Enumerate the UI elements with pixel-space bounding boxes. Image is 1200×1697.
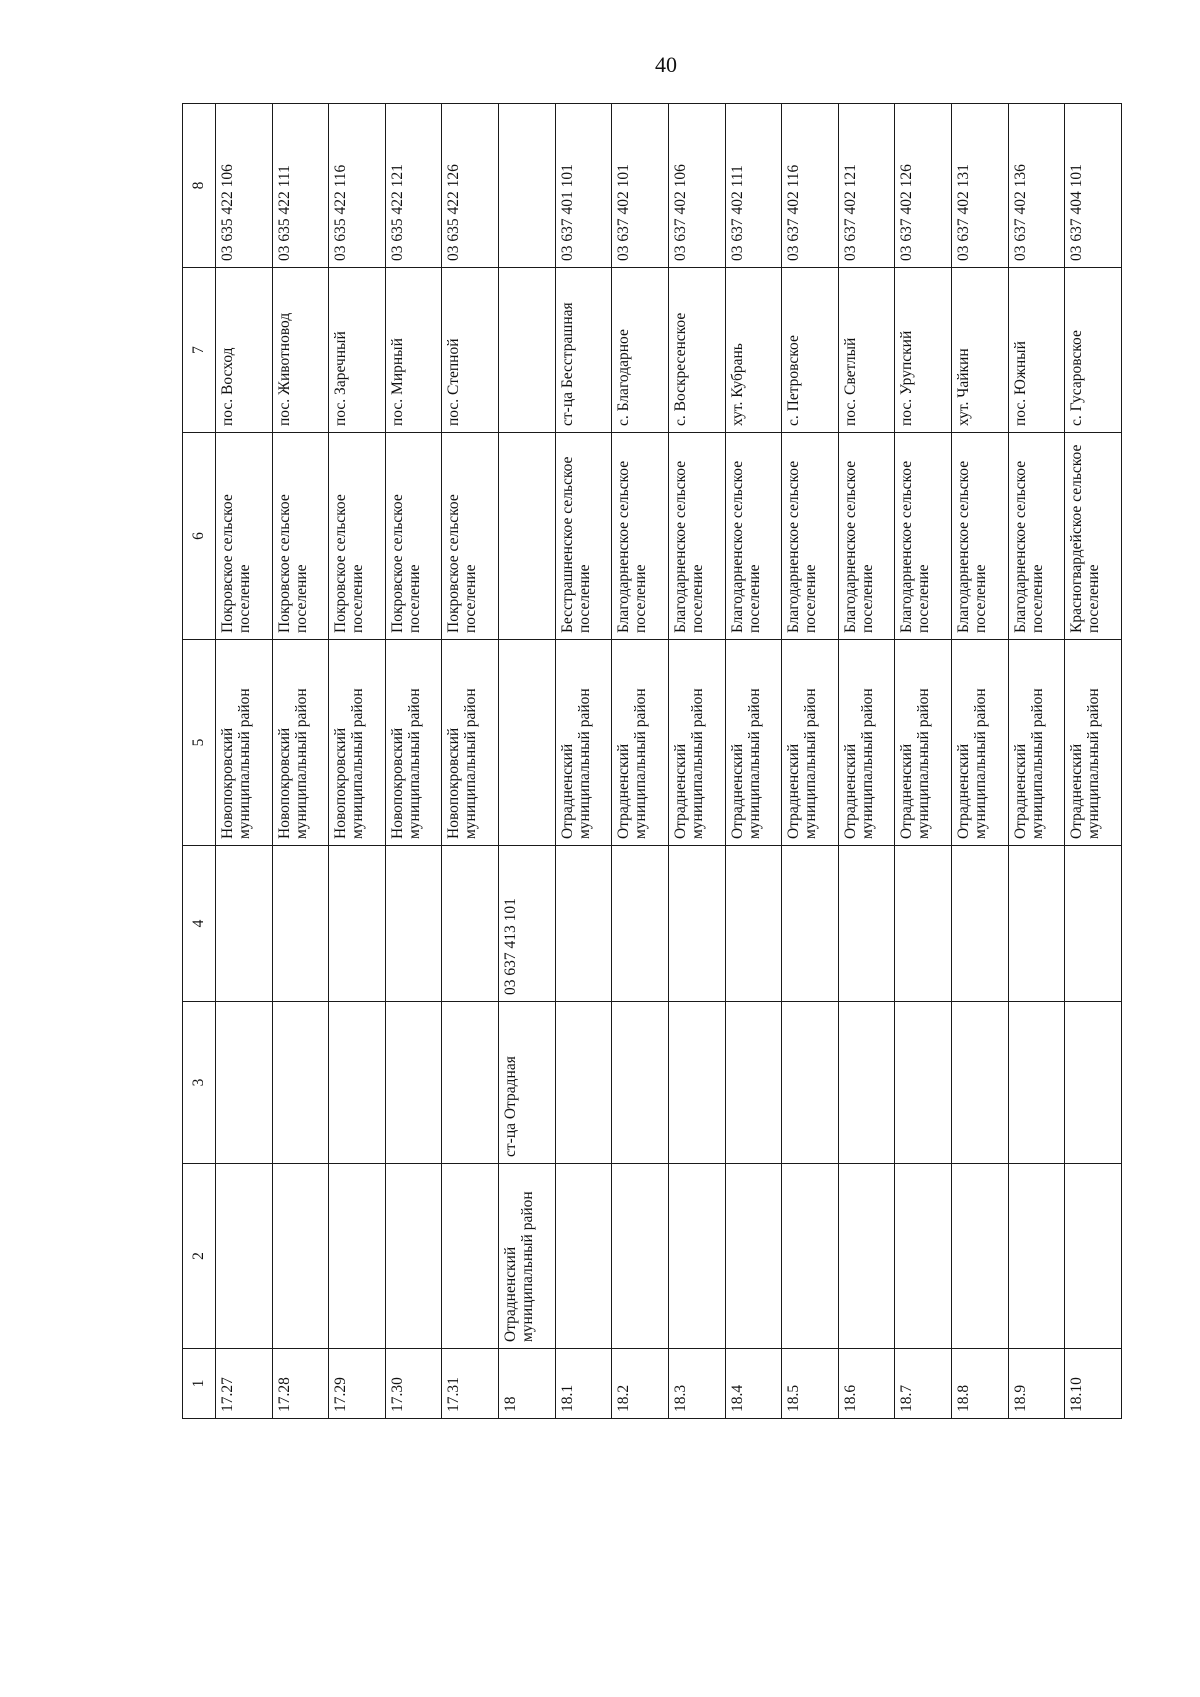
locality-code-cell [499,104,556,268]
settlement-cell: Бесстрашненское сельское поселение [555,433,612,640]
district-cell [442,1164,499,1349]
settlement-cell: Благодарненское сельское поселение [725,433,782,640]
settlement-cell: Благодарненское сельское поселение [782,433,839,640]
municipal-district-cell: Отрадненский муниципальный район [782,640,839,846]
locality-code-cell: 03 635 422 111 [272,104,329,268]
table-row [838,104,895,1419]
locality-cell: пос. Животновод [272,268,329,433]
row-number-cell: 18.7 [895,1349,952,1419]
district-cell [895,1164,952,1349]
column-number: 6 [183,433,216,640]
table-row [725,104,782,1419]
table-row [952,104,1009,1419]
locality-code-cell: 03 637 404 101 [1065,104,1122,268]
center-code-cell [1008,846,1065,1002]
column-number: 7 [183,268,216,433]
table-row [329,104,386,1419]
municipal-district-cell: Отрадненский муниципальный район [1065,640,1122,846]
municipal-district-cell: Отрадненский муниципальный район [612,640,669,846]
locality-code-cell: 03 635 422 116 [329,104,386,268]
row-number-cell: 18.5 [782,1349,839,1419]
center-code-cell [329,846,386,1002]
table-row [215,104,272,1419]
column-number-row [183,104,216,1419]
center-cell [1065,1002,1122,1164]
center-code-cell [952,846,1009,1002]
locality-cell: ст-ца Бесстрашная [555,268,612,433]
center-cell [272,1002,329,1164]
row-number-cell: 17.31 [442,1349,499,1419]
municipal-district-cell: Отрадненский муниципальный район [668,640,725,846]
row-number-cell: 18.10 [1065,1349,1122,1419]
table-row [499,104,556,1419]
center-cell [442,1002,499,1164]
center-code-cell [555,846,612,1002]
municipal-district-cell: Новопокровский муниципальный район [272,640,329,846]
table-row [612,104,669,1419]
district-cell: Отрадненский муниципальный район [499,1164,556,1349]
center-cell [1008,1002,1065,1164]
settlement-cell: Благодарненское сельское поселение [952,433,1009,640]
locality-code-cell: 03 637 402 136 [1008,104,1065,268]
locality-code-cell: 03 637 402 131 [952,104,1009,268]
column-number: 4 [183,846,216,1002]
settlement-cell: Покровское сельское поселение [272,433,329,640]
center-code-cell [838,846,895,1002]
center-code-cell [612,846,669,1002]
center-cell [668,1002,725,1164]
table-row [782,104,839,1419]
center-cell [555,1002,612,1164]
column-number: 8 [183,104,216,268]
locality-cell: пос. Мирный [385,268,442,433]
district-cell [272,1164,329,1349]
locality-code-cell: 03 637 402 126 [895,104,952,268]
locality-code-cell: 03 637 401 101 [555,104,612,268]
district-cell [1008,1164,1065,1349]
center-cell [329,1002,386,1164]
table-row [272,104,329,1419]
district-cell [385,1164,442,1349]
center-cell [895,1002,952,1164]
center-cell [782,1002,839,1164]
column-number: 5 [183,640,216,846]
center-cell [838,1002,895,1164]
center-cell [612,1002,669,1164]
locality-code-cell: 03 635 422 106 [215,104,272,268]
settlement-cell: Благодарненское сельское поселение [895,433,952,640]
row-number-cell: 18.1 [555,1349,612,1419]
district-cell [725,1164,782,1349]
municipal-district-cell: Отрадненский муниципальный район [895,640,952,846]
center-cell [215,1002,272,1164]
row-number-cell: 18.3 [668,1349,725,1419]
row-number-cell: 17.30 [385,1349,442,1419]
center-code-cell [272,846,329,1002]
municipal-district-cell: Новопокровский муниципальный район [385,640,442,846]
center-code-cell [782,846,839,1002]
table-row [555,104,612,1419]
row-number-cell: 18.2 [612,1349,669,1419]
settlement-cell: Благодарненское сельское поселение [838,433,895,640]
table-row [1008,104,1065,1419]
municipal-district-cell [499,640,556,846]
row-number-cell: 18.4 [725,1349,782,1419]
locality-code-cell: 03 637 402 106 [668,104,725,268]
locality-code-cell: 03 635 422 126 [442,104,499,268]
district-cell [612,1164,669,1349]
center-code-cell [1065,846,1122,1002]
locality-code-cell: 03 637 402 101 [612,104,669,268]
locality-cell: пос. Светлый [838,268,895,433]
district-cell [1065,1164,1122,1349]
locality-cell: пос. Южный [1008,268,1065,433]
table-row [895,104,952,1419]
table-row [385,104,442,1419]
locality-cell: с. Благодарное [612,268,669,433]
locality-code-cell: 03 637 402 111 [725,104,782,268]
center-code-cell [725,846,782,1002]
page-number: 40 [655,52,677,77]
center-cell: ст-ца Отрадная [499,1002,556,1164]
settlement-cell [499,433,556,640]
settlement-cell: Благодарненское сельское поселение [612,433,669,640]
municipal-district-cell: Отрадненский муниципальный район [1008,640,1065,846]
locality-cell: с. Воскресенское [668,268,725,433]
settlement-cell: Благодарненское сельское поселение [668,433,725,640]
center-code-cell [385,846,442,1002]
locality-cell: с. Петровское [782,268,839,433]
locality-cell: хут. Чайкин [952,268,1009,433]
column-number: 1 [183,1349,216,1419]
row-number-cell: 17.27 [215,1349,272,1419]
center-code-cell [215,846,272,1002]
district-cell [215,1164,272,1349]
settlement-cell: Красногвардейское сельское поселение [1065,433,1122,640]
row-number-cell: 18.9 [1008,1349,1065,1419]
center-code-cell [442,846,499,1002]
settlement-cell: Благодарненское сельское поселение [1008,433,1065,640]
row-number-cell: 18.6 [838,1349,895,1419]
district-cell [668,1164,725,1349]
municipal-district-cell: Новопокровский муниципальный район [329,640,386,846]
locality-cell: хут. Кубрань [725,268,782,433]
row-number-cell: 18 [499,1349,556,1419]
row-number-cell: 17.29 [329,1349,386,1419]
center-cell [385,1002,442,1164]
settlements-table [182,103,1122,1419]
center-cell [952,1002,1009,1164]
locality-cell: с. Гусаровское [1065,268,1122,433]
table-row [442,104,499,1419]
locality-cell: пос. Заречный [329,268,386,433]
municipal-district-cell: Новопокровский муниципальный район [442,640,499,846]
settlement-cell: Покровское сельское поселение [442,433,499,640]
municipal-district-cell: Отрадненский муниципальный район [555,640,612,846]
row-number-cell: 18.8 [952,1349,1009,1419]
locality-cell: пос. Восход [215,268,272,433]
district-cell [555,1164,612,1349]
municipal-district-cell: Отрадненский муниципальный район [838,640,895,846]
settlement-cell: Покровское сельское поселение [329,433,386,640]
table-row [1065,104,1122,1419]
municipal-district-cell: Отрадненский муниципальный район [725,640,782,846]
district-cell [329,1164,386,1349]
center-cell [725,1002,782,1164]
district-cell [838,1164,895,1349]
settlement-cell: Покровское сельское поселение [215,433,272,640]
column-number: 2 [183,1164,216,1349]
column-number: 3 [183,1002,216,1164]
locality-code-cell: 03 637 402 121 [838,104,895,268]
municipal-district-cell: Новопокровский муниципальный район [215,640,272,846]
table-row [668,104,725,1419]
center-code-cell [895,846,952,1002]
locality-cell [499,268,556,433]
settlement-cell: Покровское сельское поселение [385,433,442,640]
table-container [182,104,1122,1419]
district-cell [782,1164,839,1349]
locality-code-cell: 03 635 422 121 [385,104,442,268]
row-number-cell: 17.28 [272,1349,329,1419]
rotated-table-frame [182,104,1122,1419]
locality-cell: пос. Урупский [895,268,952,433]
district-cell [952,1164,1009,1349]
municipal-district-cell: Отрадненский муниципальный район [952,640,1009,846]
center-code-cell: 03 637 413 101 [499,846,556,1002]
locality-code-cell: 03 637 402 116 [782,104,839,268]
center-code-cell [668,846,725,1002]
locality-cell: пос. Степной [442,268,499,433]
